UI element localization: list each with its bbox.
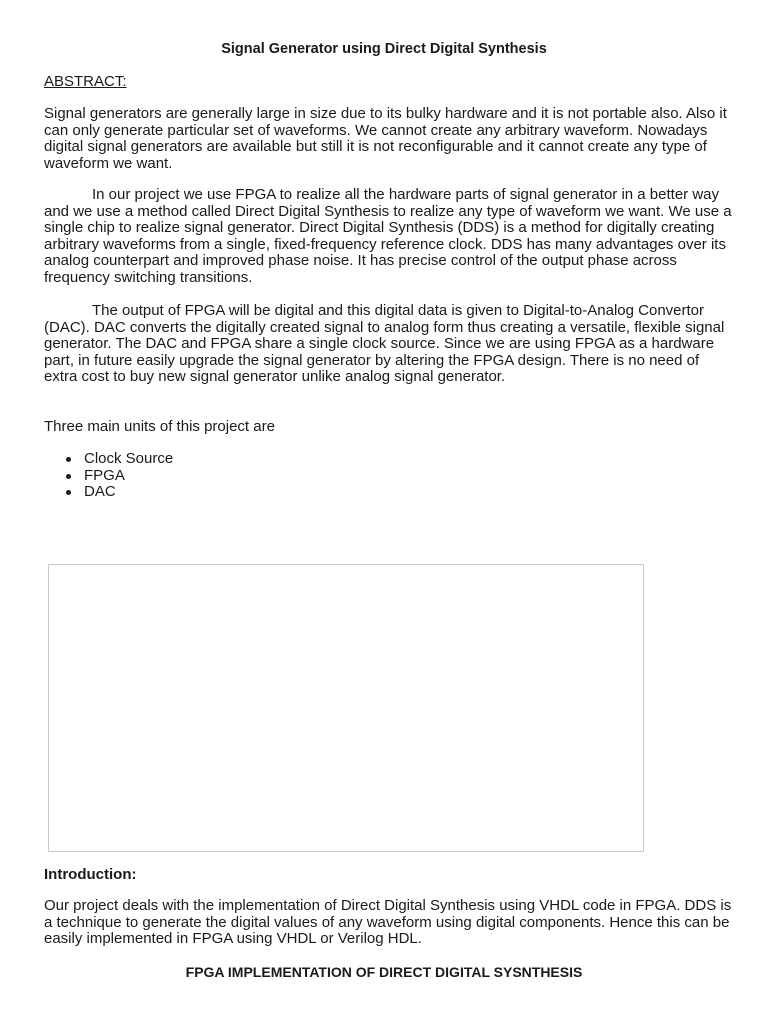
abstract-paragraph-1: Signal generators are generally large in size due to its bulky hardware and it is not portable also. Also it can only generate particular set of waveforms. We cannot create any arbitrary waveform. Nowadays digital signal generators are available but still it is not reconfigurable and it cannot create any type of waveform we want.	[44, 105, 727, 172]
abstract-heading: ABSTRACT:	[44, 73, 127, 90]
units-list	[84, 451, 173, 501]
list-item-dac: DAC	[84, 484, 173, 501]
introduction-heading: Introduction:	[44, 866, 137, 883]
figure-placeholder	[48, 564, 644, 852]
document-title: Signal Generator using Direct Digital Synthesis	[221, 41, 547, 57]
units-intro-text: Three main units of this project are	[44, 418, 275, 435]
abstract-paragraph-3: The output of FPGA will be digital and this digital data is given to Digital-to-Analog Convertor (DAC). DAC converts the digitally created signal to analog form thus creating a versatile, flexible signal generator. The DAC and FPGA share a single clock source. Since we are using FPGA as a hardware part, in future easily upgrade the signal generator by altering the FPGA design. There is no need of extra cost to buy new signal generator unlike analog signal generator.	[44, 302, 725, 386]
list-item-clock-source: Clock Source	[84, 450, 174, 467]
introduction-paragraph: Our project deals with the implementation of Direct Digital Synthesis using VHDL code in FPGA. DDS is a technique to generate the digital values of any waveform using digital components. Hence this can be easily implemented in FPGA using VHDL or Verilog HDL.	[44, 897, 732, 948]
abstract-paragraph-2: In our project we use FPGA to realize all the hardware parts of signal generator in a better way and we use a method called Direct Digital Synthesis to realize any type of waveform we want. We use a single chip to realize signal generator. Direct Digital Synthesis (DDS) is a method for digitally creating arbitrary waveforms from a single, fixed-frequency reference clock. DDS has many advantages over its analog counterpart and improved phase noise. It has precise control of the output phase across frequency switching transitions.	[44, 186, 732, 286]
list-item-fpga: FPGA	[84, 468, 173, 485]
section-title: FPGA IMPLEMENTATION OF DIRECT DIGITAL SYSNTHESIS	[185, 964, 583, 980]
